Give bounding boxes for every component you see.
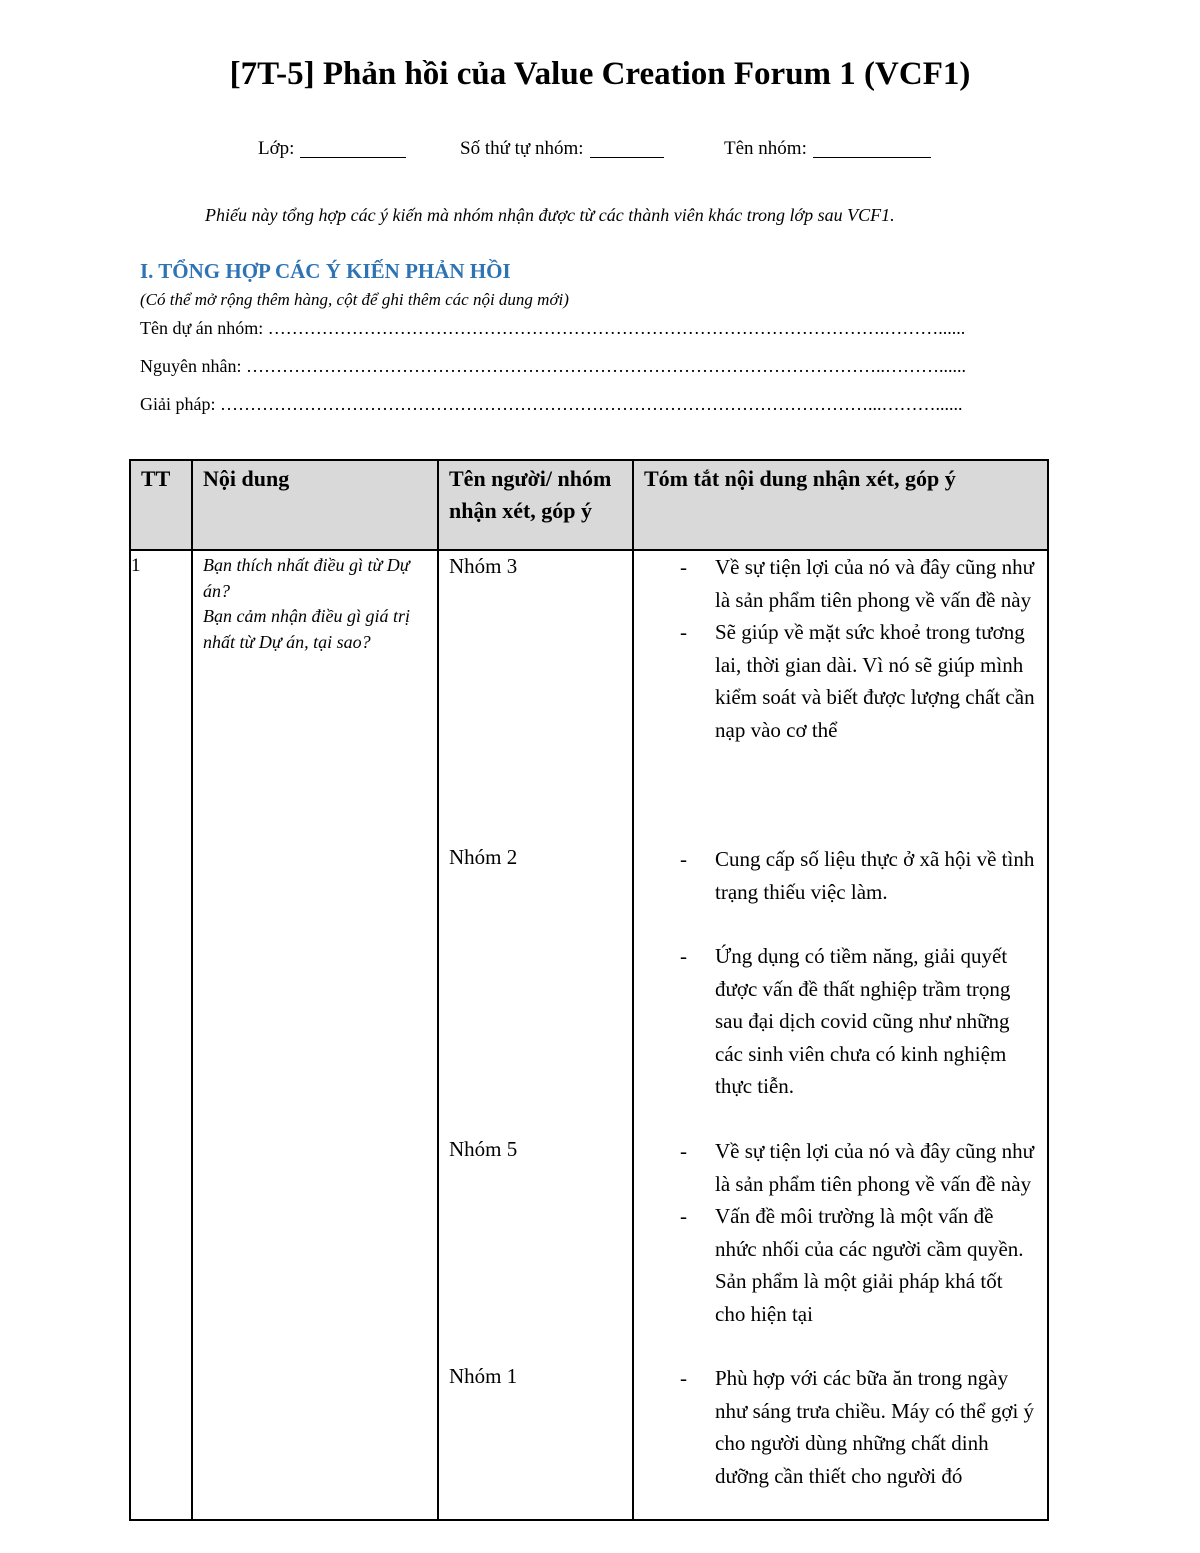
question-item: Bạn thích nhất điều gì từ Dự án? [203, 555, 410, 601]
group-number-blank[interactable] [590, 139, 664, 158]
header-ten-nguoi: Tên người/ nhóm nhận xét, góp ý [438, 460, 633, 550]
solution-label: Giải pháp: [140, 394, 216, 414]
cause-field[interactable]: Nguyên nhân: ……………………………………………………………………………………………..………...... [140, 356, 966, 376]
question-list [193, 551, 437, 655]
reviewer-cell [438, 550, 633, 1520]
group-name-blank[interactable] [813, 139, 931, 158]
class-blank[interactable] [300, 139, 406, 158]
header-tom-tat: Tóm tắt nội dung nhận xét, góp ý [633, 460, 1048, 550]
comment-list [634, 1362, 1044, 1492]
group-name-label: Tên nhóm: [724, 138, 807, 159]
list-item: - Phù hợp với các bữa ăn trong ngày như sáng trưa chiều. Máy có thể gợi ý cho người dùng những chất dinh dưỡng cần thiết cho người đó [634, 1362, 1044, 1492]
list-item: - Vấn đề môi trường là một vấn đề nhức nhối của các người cầm quyền. Sản phẩm là một giải pháp khá tốt cho hiện tại [634, 1200, 1044, 1330]
list-item: - Về sự tiện lợi của nó và đây cũng như là sản phẩm tiên phong về vấn đề này [634, 1135, 1044, 1200]
form-note: Phiếu này tổng hợp các ý kiến mà nhóm nhận được từ các thành viên khác trong lớp sau VCF1. [205, 205, 895, 225]
solution-field[interactable]: Giải pháp: ………………………………………………………………………………………………...………...... [140, 394, 963, 414]
section-heading: I. TỔNG HỢP CÁC Ý KIẾN PHẢN HỒI [140, 259, 511, 283]
header-noi-dung: Nội dung [192, 460, 438, 550]
comment-list [634, 843, 1044, 1103]
header-tt: TT [130, 460, 192, 550]
list-item: - Ứng dụng có tiềm năng, giải quyết được vấn đề thất nghiệp trầm trọng sau đại dịch covid cũng như những các sinh viên chưa có kinh nghiệm thực tiễn. [634, 940, 1044, 1103]
group-number-label: Số thứ tự nhóm: [460, 138, 584, 159]
row-number: 1 [130, 550, 192, 1520]
group-name: Nhóm 1 [449, 1364, 518, 1388]
comment-list [634, 1135, 1044, 1330]
project-name-field[interactable]: Tên dự án nhóm: ………………………………………………………………………………………….………...... [140, 318, 966, 338]
feedback-table [129, 459, 1049, 1521]
class-field [258, 138, 406, 160]
project-name-label: Tên dự án nhóm: [140, 318, 264, 338]
list-item: - Về sự tiện lợi của nó và đây cũng như là sản phẩm tiên phong về vấn đề này [634, 551, 1044, 616]
row-content-cell [192, 550, 438, 1520]
page-title: [7T-5] Phản hồi của Value Creation Forum 1 (VCF1) [229, 56, 971, 92]
group-name-field [724, 138, 931, 160]
group-name: Nhóm 5 [449, 1137, 518, 1161]
table-row [130, 550, 1048, 1520]
list-item: - Sẽ giúp về mặt sức khoẻ trong tương lai, thời gian dài. Vì nó sẽ giúp mình kiểm soát và biết được lượng chất cần nạp vào cơ thể [634, 616, 1044, 746]
list-item: - Cung cấp số liệu thực ở xã hội về tình trạng thiếu việc làm. [634, 843, 1044, 908]
cause-label: Nguyên nhân: [140, 356, 242, 376]
summary-cell [633, 550, 1048, 1520]
question-item: Bạn cảm nhận điều gì giá trị nhất từ Dự án, tại sao? [203, 606, 410, 652]
group-name: Nhóm 2 [449, 845, 518, 869]
class-label: Lớp: [258, 138, 295, 159]
group-name: Nhóm 3 [449, 554, 518, 578]
section-subheading: (Có thể mở rộng thêm hàng, cột để ghi thêm các nội dung mới) [140, 290, 569, 309]
group-number-field [460, 138, 664, 160]
table-header-row [130, 460, 1048, 550]
comment-list [634, 551, 1044, 746]
